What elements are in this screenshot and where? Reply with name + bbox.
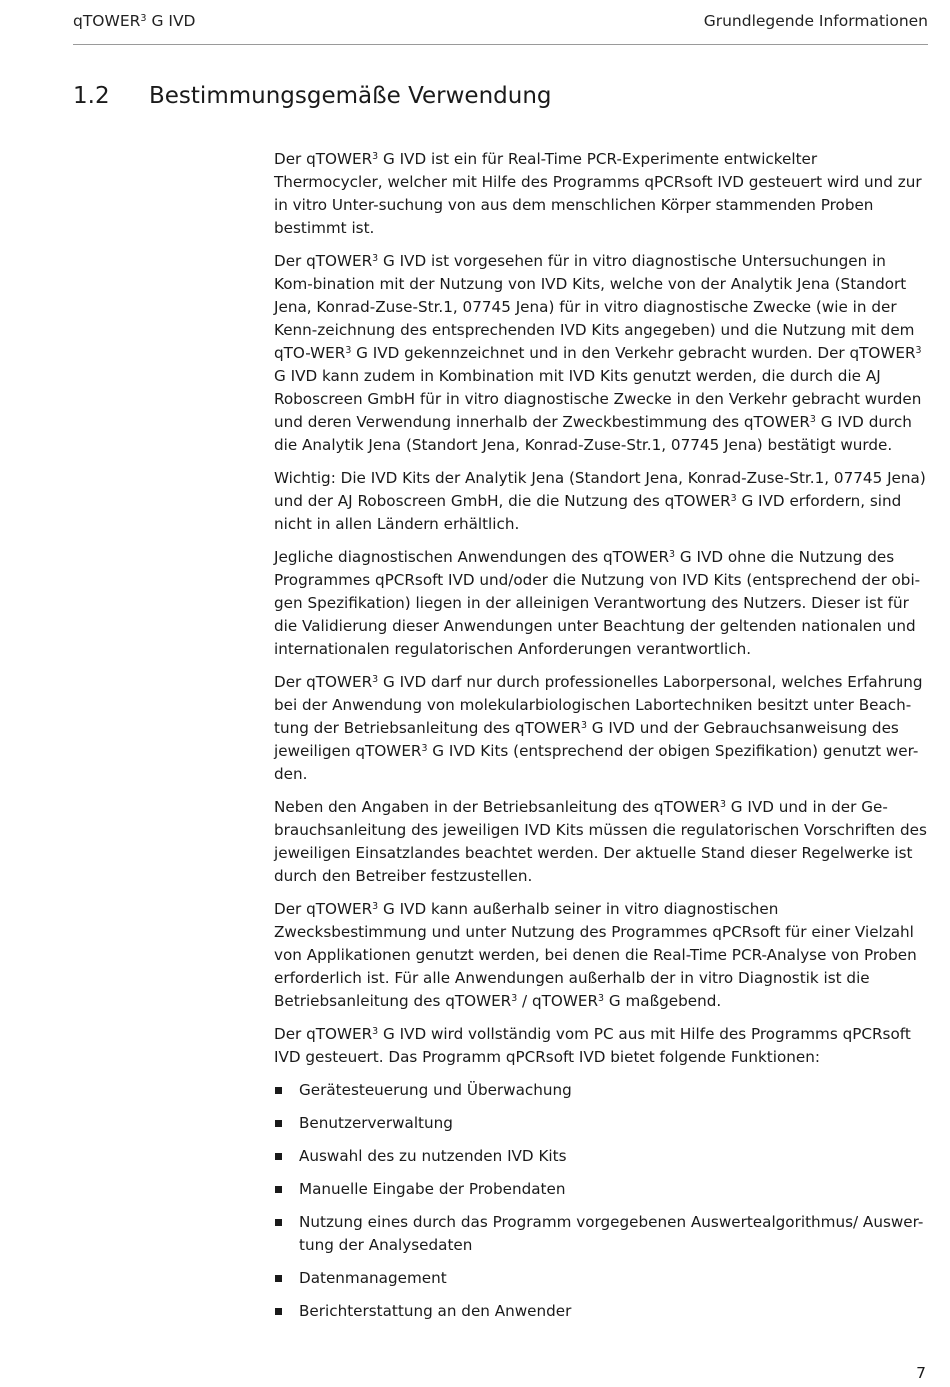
text-run: / qTOWER bbox=[517, 992, 599, 1010]
text-run: G IVD wird vollständig vom PC aus mit Hilfe des Programms qPCRsoft IVD gesteuert. Das Programm qPCRsoft IVD bietet folgende Funktionen: bbox=[274, 1025, 911, 1066]
header-product-name bbox=[73, 12, 196, 30]
paragraph-4 bbox=[274, 546, 928, 661]
superscript: 3 bbox=[730, 492, 737, 504]
list-item: Berichterstattung an den Anwender bbox=[274, 1300, 928, 1323]
list-item: Datenmanagement bbox=[274, 1267, 928, 1290]
text-run: G IVD gekennzeichnet und in den Verkehr gebracht wurden. Der qTOWER bbox=[351, 344, 916, 362]
text-run: G IVD kann außerhalb seiner in vitro diagnostischen Zwecksbestimmung und unter Nutzung des Programmes qPCRsoft für einer Vielzahl von Applikationen genutzt werden, bei denen die Real-Time PCR-Analyse von Proben erforderlich ist. Für alle Anwendungen außerhalb der in vitro Diagnostik ist die Betriebsanleitung des qTOWER bbox=[274, 900, 917, 1010]
text-run: G IVD darf nur durch professionelles Laborpersonal, welches Erfahrung bei der Anwendung von molekularbiologischen Labortechniken besitzt unter Beach-tung der Betriebsanleitung des qTOWER bbox=[274, 673, 923, 737]
text-run: G IVD ist ein für Real-Time PCR-Experimente entwickelter Thermocycler, welcher mit Hilfe des Programms qPCRsoft IVD gesteuert wird und zur in vitro Unter-suchung von aus dem menschlichen Körper stammenden Proben bestimmt ist. bbox=[274, 150, 922, 237]
paragraph-2 bbox=[274, 250, 928, 457]
superscript: 3 bbox=[669, 548, 676, 560]
header-chapter: Grundlegende Informationen bbox=[703, 12, 928, 30]
function-list bbox=[274, 1079, 928, 1323]
text-run: G IVD durch die Analytik Jena (Standort Jena, Konrad-Zuse-Str.1, 07745 Jena) bestätigt wurde. bbox=[274, 413, 912, 454]
paragraph-8 bbox=[274, 1023, 928, 1069]
superscript: 3 bbox=[372, 1025, 379, 1037]
superscript: 3 bbox=[345, 344, 352, 356]
text-run: Neben den Angaben in der Betriebsanleitung des qTOWER bbox=[274, 798, 720, 816]
text-run: Der qTOWER bbox=[274, 900, 373, 918]
superscript: 3 bbox=[372, 150, 379, 162]
header-product-suffix: G IVD bbox=[146, 12, 196, 30]
paragraph-7 bbox=[274, 898, 928, 1013]
list-item: Nutzung eines durch das Programm vorgegebenen Auswertealgorithmus/ Auswer-tung der Analysedaten bbox=[274, 1211, 928, 1257]
superscript: 3 bbox=[372, 673, 379, 685]
section-heading bbox=[73, 83, 552, 109]
list-item: Manuelle Eingabe der Probendaten bbox=[274, 1178, 928, 1201]
text-run: G IVD ohne die Nutzung des Programmes qPCRsoft IVD und/oder die Nutzung von IVD Kits (entsprechend der obi-gen Spezifikation) liegen in der alleinigen Verantwortung des Nutzers. Dieser ist für die Validierung dieser Anwendungen unter Beachtung der geltenden nationalen und internationalen regulatorischen Anforderungen verantwortlich. bbox=[274, 548, 921, 658]
superscript: 3 bbox=[598, 992, 605, 1004]
text-run: G IVD ist vorgesehen für in vitro diagnostische Untersuchungen in Kom-bination mit der Nutzung von IVD Kits, welche von der Analytik Jena (Standort Jena, Konrad-Zuse-Str.1, 07745 Jena) für in vitro diagnostische Zwecke (wie in der Kenn-zeichnung des entsprechenden IVD Kits angegeben) und die Nutzung mit dem qTO-WER bbox=[274, 252, 915, 362]
superscript: 3 bbox=[372, 900, 379, 912]
list-item: Auswahl des zu nutzenden IVD Kits bbox=[274, 1145, 928, 1168]
text-run: G IVD und in der Ge-brauchsanleitung des jeweiligen IVD Kits müssen die regulatorischen Vorschriften des jeweiligen Einsatzlandes beachtet werden. Der aktuelle Stand dieser Regelwerke ist durch den Betreiber festzustellen. bbox=[274, 798, 927, 885]
text-run: Der qTOWER bbox=[274, 673, 373, 691]
list-item: Benutzerverwaltung bbox=[274, 1112, 928, 1135]
superscript: 3 bbox=[915, 344, 922, 356]
text-run: G IVD erfordern, sind nicht in allen Ländern erhältlich. bbox=[274, 492, 902, 533]
section-number: 1.2 bbox=[73, 83, 110, 109]
page-number: 7 bbox=[916, 1364, 926, 1382]
text-run: Jegliche diagnostischen Anwendungen des qTOWER bbox=[274, 548, 670, 566]
text-run: G maßgebend. bbox=[604, 992, 722, 1010]
text-run: Der qTOWER bbox=[274, 1025, 373, 1043]
superscript: 3 bbox=[511, 992, 518, 1004]
text-run: Der qTOWER bbox=[274, 150, 373, 168]
superscript: 3 bbox=[809, 413, 816, 425]
paragraph-1 bbox=[274, 148, 928, 240]
superscript: 3 bbox=[421, 742, 428, 754]
list-item: Gerätesteuerung und Überwachung bbox=[274, 1079, 928, 1102]
text-run: G IVD kann zudem in Kombination mit IVD Kits genutzt werden, die durch die AJ Roboscreen GmbH für in vitro diagnostische Zwecke in den Verkehr gebracht wurden und deren Verwendung innerhalb der Zweckbestimmung des qTOWER bbox=[274, 367, 922, 431]
paragraph-6 bbox=[274, 796, 928, 888]
paragraph-3 bbox=[274, 467, 928, 536]
text-run: G IVD Kits (entsprechend der obigen Spezifikation) genutzt wer-den. bbox=[274, 742, 919, 783]
body-content bbox=[274, 148, 928, 1333]
header-product-prefix: qTOWER bbox=[73, 12, 141, 30]
superscript: 3 bbox=[719, 798, 726, 810]
section-title: Bestimmungsgemäße Verwendung bbox=[149, 83, 552, 109]
header-superscript: 3 bbox=[140, 12, 147, 24]
superscript: 3 bbox=[372, 252, 379, 264]
text-run: Der qTOWER bbox=[274, 252, 373, 270]
paragraph-5 bbox=[274, 671, 928, 786]
text-run: G IVD und der Gebrauchsanweisung des jeweiligen qTOWER bbox=[274, 719, 899, 760]
superscript: 3 bbox=[580, 719, 587, 731]
page-header bbox=[73, 10, 928, 45]
text-run: Wichtig: Die IVD Kits der Analytik Jena (Standort Jena, Konrad-Zuse-Str.1, 07745 Jena) und der AJ Roboscreen GmbH, die die Nutzung des qTOWER bbox=[274, 469, 926, 510]
